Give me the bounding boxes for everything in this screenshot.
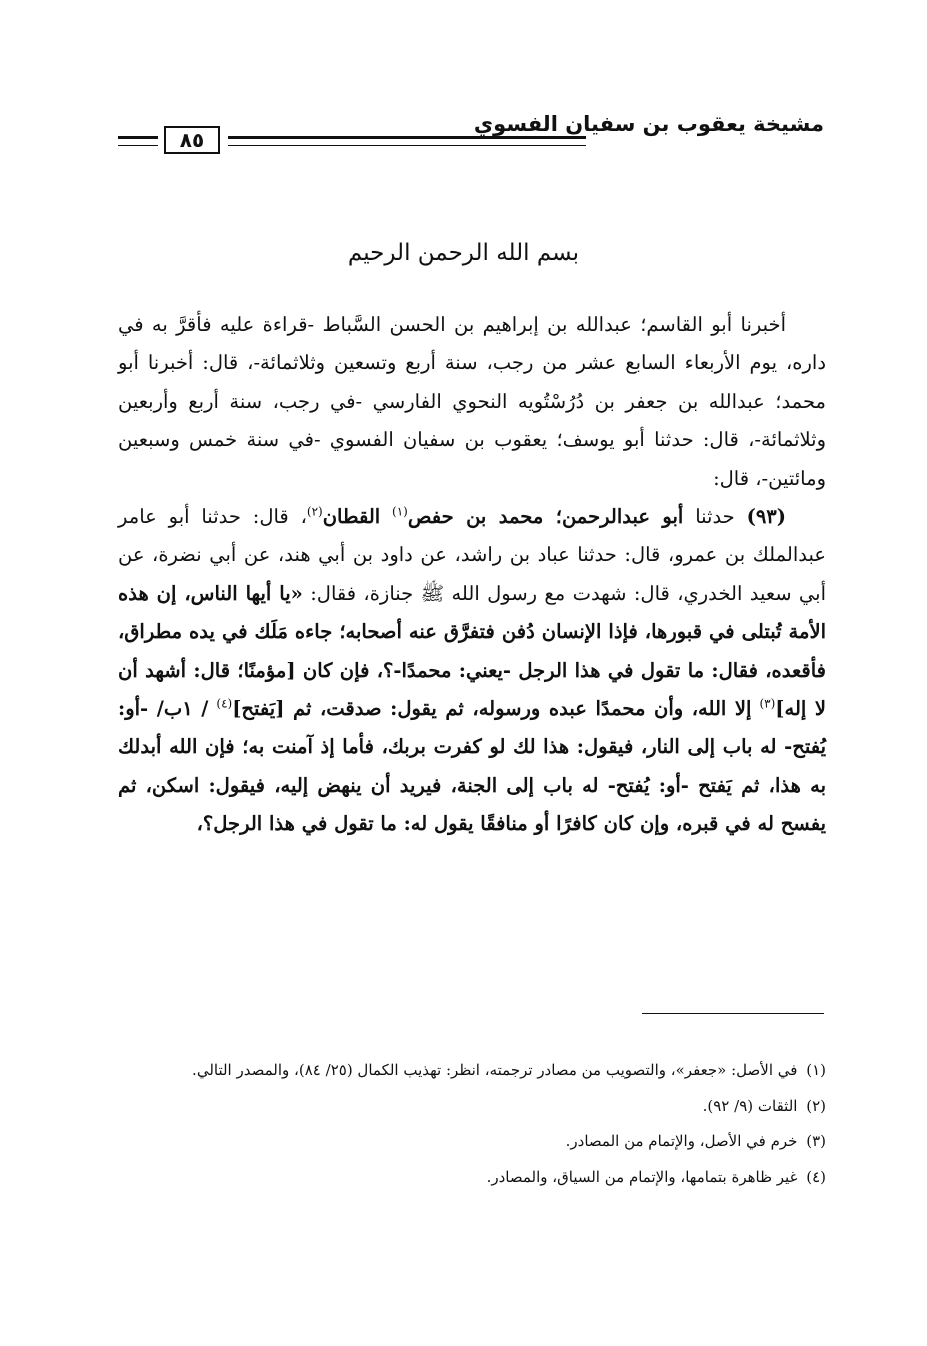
page-number: ٨٥ [164,126,220,154]
footnote-4 [118,1160,826,1196]
hadith-matn-1: «يا أيها الناس، إن هذه الأمة تُبتلى في قبورها، فإذا الإنسان دُفن فتفرَّق عنه أصحابه؛ جاءه مَلَك في يده مطراق، فأقعده، فقال: ما تقول في هذا الرجل -يعني: محمدًا-؟، فإن كان [مؤمنًا؛ قال: أشهد أن لا إله] [118,581,827,721]
book-title: مشيخة يعقوب بن سفيان الفسوي [473,112,824,136]
header-rule [228,136,586,146]
footnote-separator [642,1013,824,1014]
footnote-number: (٤) [806,1167,826,1186]
footnote-2 [118,1089,826,1125]
footnote-number: (١) [806,1061,826,1079]
isnad-intro: أخبرنا أبو القاسم؛ عبدالله بن إبراهيم بن الحسن السَّباط -قراءة عليه فأقرَّ به في داره، يوم الأربعاء السابع عشر من رجب، سنة أربع وتسعين وثلاثمائة-، قال: أخبرنا أبو محمد؛ عبدالله بن جعفر بن دُرُسْتُويه النحوي الفارسي -في رجب، سنة أربع وأربعين وثلاثمائة-، قال: حدثنا أبو يوسف؛ يعقوب بن سفيان الفسوي -في سنة خمس وسبعين ومائتين-، قال: [118,313,826,490]
hadith-paragraph [118,498,826,844]
main-text [118,306,826,844]
page-header [118,108,824,156]
basmala: بسم الله الرحمن الرحيم [347,240,580,266]
footnote-3 [118,1124,826,1160]
footnote-1 [118,1053,826,1089]
footnote-text: خرم في الأصل، والإتمام من المصادر. [565,1132,798,1150]
hadith-matn-3: / ١ب/ -أو: يُفتح- له باب إلى النار، فيقول: هذا لك لو كفرت بربك، فأما إذ آمنت به؛ فإن الله أبدلك به هذا، ثم يَفتح -أو: يُفتح- له باب إلى الجنة، فيريد أن ينهض إليه، فيقول: اسكن، ثم يفسح له في قبره، وإن كان كافرًا أو منافقًا يقول له: ما تقول في هذا الرجل؟، [118,697,826,836]
footnote-number: (٢) [806,1096,826,1115]
footnotes [118,1053,826,1195]
header-rule-end [118,136,158,146]
hadith-matn-2: إلا الله، وأن محمدًا عبده ورسوله، ثم يقول: صدقت، ثم [يَفتح] [232,697,752,721]
footnote-number: (٣) [806,1132,826,1150]
footnote-text: غير ظاهرة بتمامها، والإتمام من السياق، والمصادر. [486,1167,798,1186]
footnote-ref-1: (١) [392,504,408,519]
footnote-ref-3: (٣) [759,696,776,711]
hadith-text-1: حدثنا [695,505,735,529]
hadith-text-2: ، قال: حدثنا أبو عامر عبدالملك بن عمرو، قال: حدثنا عباد بن راشد، عن داود بن أبي هند، عن أبي نضرة، عن أبي سعيد الخدري، قال: شهدت مع رسول الله ﷺ جنازة، فقال: [118,505,827,605]
narrator-nisba: القطان [322,505,381,529]
hadith-number: (٩٣) [746,505,786,529]
narrator-name: أبو عبدالرحمن؛ محمد بن حفص [407,505,684,529]
footnote-text: الثقات (٩/ ٩٢). [702,1096,798,1115]
footnote-ref-2: (٢) [306,504,323,519]
footnote-text: في الأصل: «جعفر»، والتصويب من مصادر ترجمته، انظر: تهذيب الكمال (٢٥/ ٨٤)، والمصدر التالي. [192,1061,798,1079]
footnote-ref-4: (٤) [216,696,233,711]
